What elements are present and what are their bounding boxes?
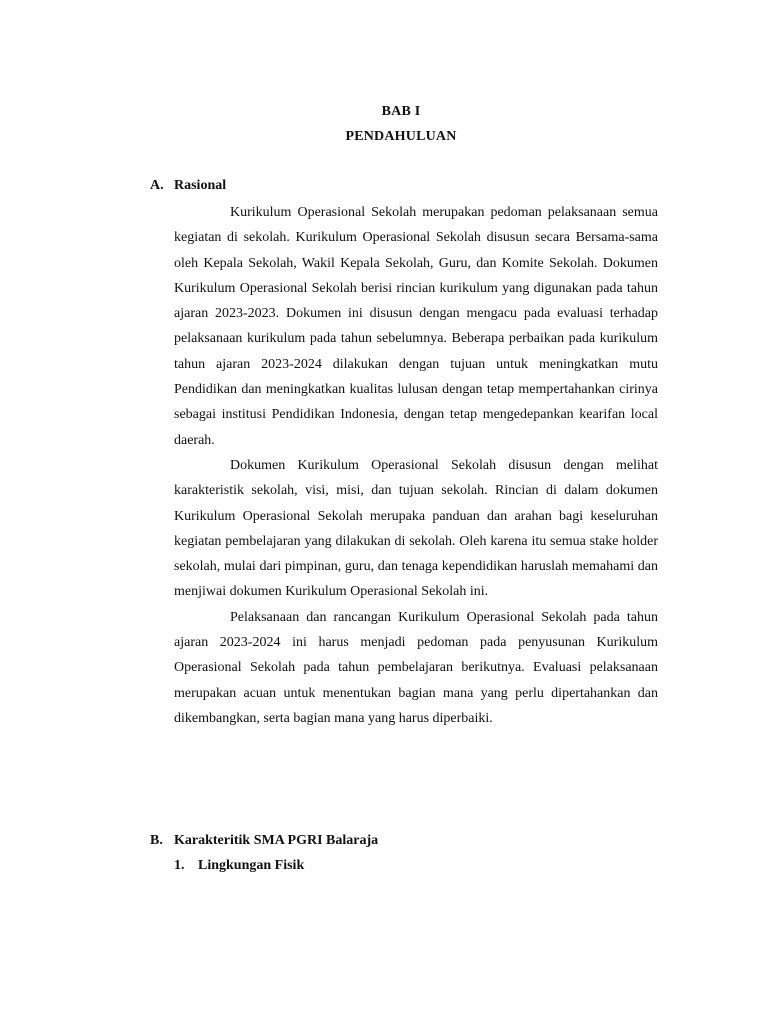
section-b-marker: B. [150, 833, 163, 848]
section-a-body [174, 200, 658, 731]
paragraph-2: Dokumen Kurikulum Operasional Sekolah disusun dengan melihat karakteristik sekolah, visi, misi, dan tujuan sekolah. Rincian di dalam dokumen Kurikulum Operasional Sekolah merupaka panduan dan arahan bagi keseluruhan kegiatan pembelajaran yang dilakukan di sekolah. Oleh karena itu semua stake holder sekolah, mulai dari pimpinan, guru, dan tenaga kependidikan haruslah memahami dan menjiwai dokumen Kurikulum Operasional Sekolah ini. [174, 457, 658, 600]
paragraph-1: Kurikulum Operasional Sekolah merupakan pedoman pelaksanaan semua kegiatan di sekolah. Kurikulum Operasional Sekolah disusun secara Bersama-sama oleh Kepala Sekolah, Wakil Kepala Sekolah, Guru, dan Komite Sekolah. Dokumen Kurikulum Operasional Sekolah berisi rincian kurikulum yang digunakan pada tahun ajaran 2023-2023. Dokumen ini disusun dengan mengacu pada evaluasi terhadap pelaksanaan kurikulum pada tahun sebelumnya. Beberapa perbaikan pada kurikulum tahun ajaran 2023-2024 dilakukan dengan tujuan untuk meningkatkan mutu Pendidikan dan meningkatkan kualitas lulusan dengan tetap mempertahankan cirinya sebagai institusi Pendidikan Indonesia, dengan tetap mengedepankan kearifan local daerah. [174, 205, 658, 448]
section-a-marker: A. [150, 178, 164, 193]
subsection-1-title: Lingkungan Fisik [198, 858, 305, 873]
paragraph-3: Pelaksanaan dan rancangan Kurikulum Operasional Sekolah pada tahun ajaran 2023-2024 ini harus menjadi pedoman pada penyusunan Kurikulum Operasional Sekolah pada tahun pembelajaran berikutnya. Evaluasi pelaksanaan merupakan acuan untuk menentukan bagian mana yang perlu dipertahankan dan dikembangkan, serta bagian mana yang harus diperbaiki. [174, 609, 658, 726]
section-b-title: Karakteritik SMA PGRI Balaraja [174, 833, 379, 848]
subsection-1-marker: 1. [174, 858, 185, 873]
section-a-title: Rasional [174, 178, 227, 193]
chapter-number: BAB I [381, 104, 421, 119]
chapter-title: PENDAHULUAN [345, 129, 457, 144]
